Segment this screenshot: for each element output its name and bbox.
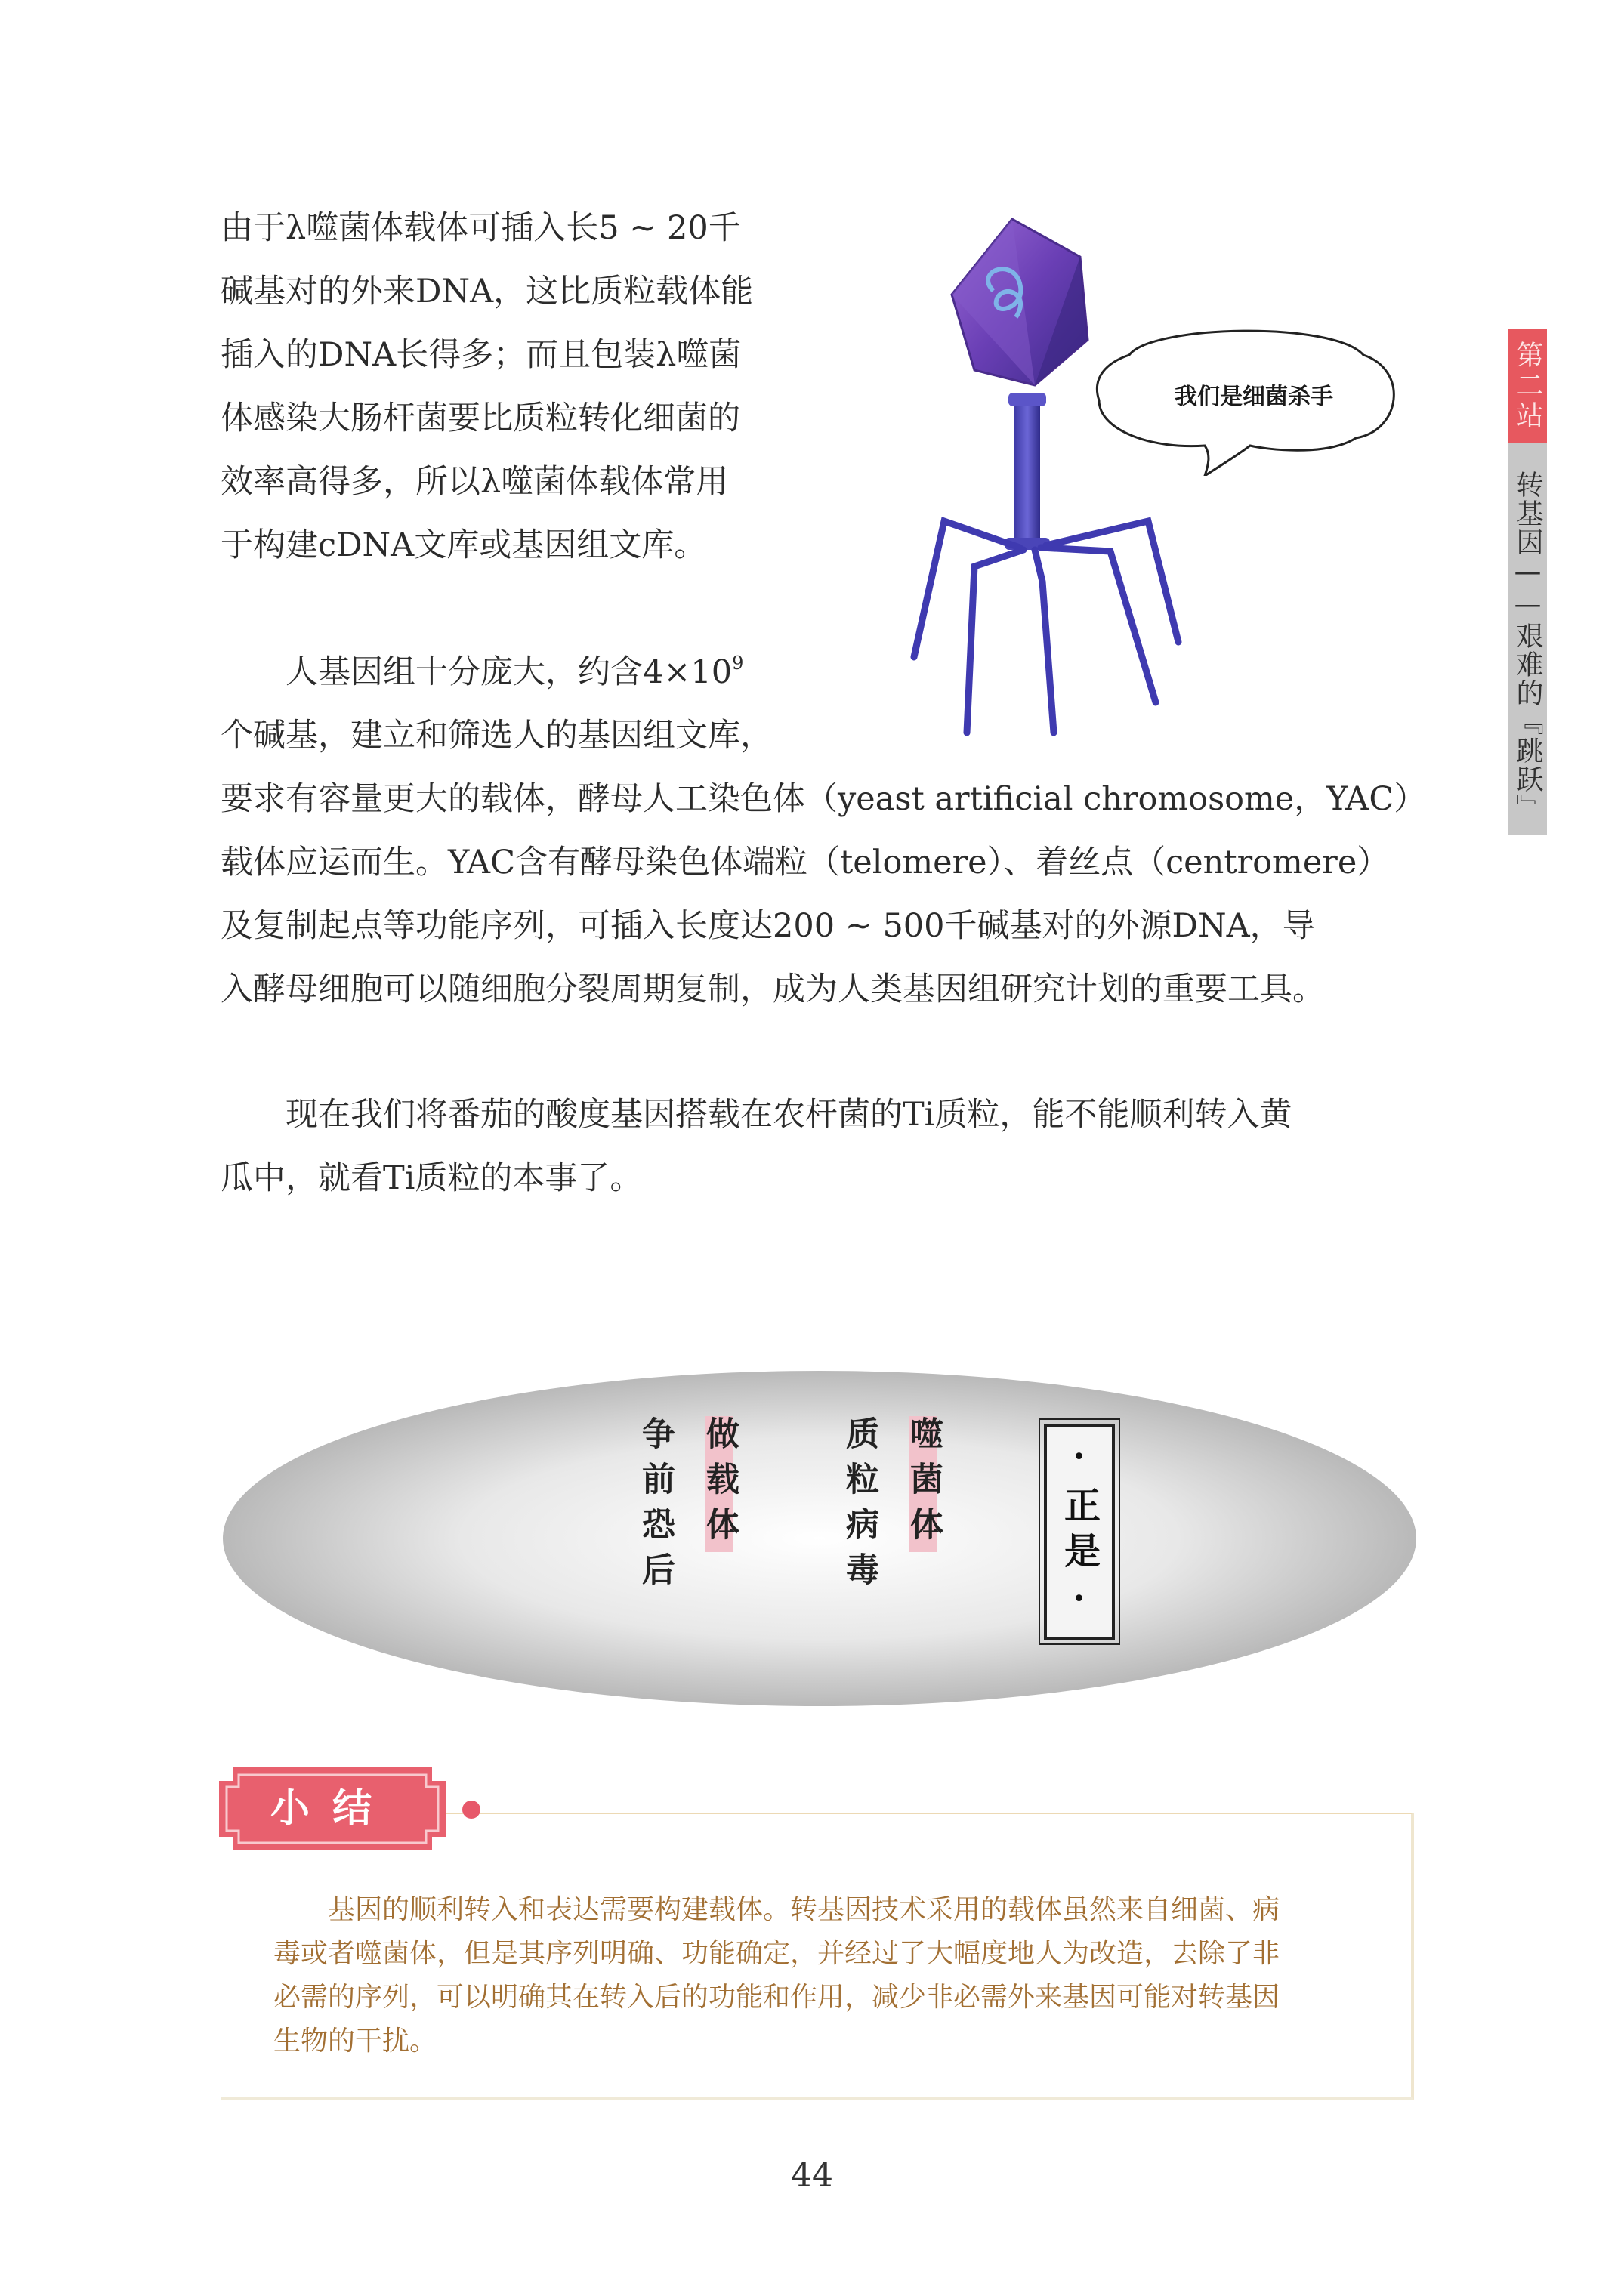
text-line: 现在我们将番茄的酸度基因搭载在农杆菌的Ti质粒，能不能顺利转入黄	[286, 1096, 1292, 1134]
verse-line-4: 争前恐后	[636, 1416, 675, 1597]
text-line	[221, 640, 1426, 704]
paragraph-yac-vector	[221, 640, 1426, 1021]
verse-line-2: 质粒病毒	[840, 1416, 878, 1597]
summary-line: 生物的干扰。	[273, 2026, 437, 2057]
text-line: 由于λ噬菌体载体可插入长5 ~ 20千	[221, 209, 741, 247]
paragraph-ti-plasmid	[221, 1083, 1292, 1210]
text-line: 碱基对的外来DNA，这比质粒载体能	[221, 273, 754, 310]
verse-ellipse	[219, 1363, 1420, 1711]
summary-line: 基因的顺利转入和表达需要构建载体。转基因技术采用的载体虽然来自细菌、病	[328, 1894, 1280, 1925]
station-label: 第二站	[1508, 329, 1547, 443]
verse-line-1: 噬菌体	[899, 1416, 947, 1552]
summary-text	[273, 1888, 1384, 2063]
page-number: 44	[791, 2156, 833, 2195]
text-line: 要求有容量更大的载体，酵母人工染色体（yeast artificial chromosome，YAC）	[221, 780, 1427, 818]
text-line: 瓜中，就看Ti质粒的本事了。	[221, 1159, 643, 1197]
verse-panel	[219, 1363, 1420, 1711]
text-line-prefix: 人基因组十分庞大，约含4×10	[286, 653, 733, 691]
verse-stamp	[1044, 1424, 1115, 1640]
summary-line: 毒或者噬菌体，但是其序列明确、功能确定，并经过了大幅度地人为改造，去除了非	[273, 1938, 1280, 1969]
text-line: 效率高得多，所以λ噬菌体载体常用	[221, 463, 729, 501]
verse-line-3: 做载体	[695, 1416, 743, 1552]
text-line: 入酵母细胞可以随细胞分裂周期复制，成为人类基因组研究计划的重要工具。	[221, 971, 1325, 1008]
text-line: 载体应运而生。YAC含有酵母染色体端粒（telomere）、着丝点（centromere）	[221, 844, 1390, 881]
text-line: 及复制起点等功能序列，可插入长度达200 ~ 500千碱基对的外源DNA，导	[221, 907, 1315, 945]
exponent: 9	[732, 653, 744, 674]
text-line: 于构建cDNA文库或基因组文库。	[221, 526, 707, 564]
chapter-label: 转基因——艰难的『跳跃』	[1508, 443, 1547, 835]
chapter-side-tab	[1508, 329, 1599, 835]
bullet-dot-icon	[462, 1801, 480, 1819]
text-line: 个碱基，建立和筛选人的基因组文库，	[221, 717, 773, 755]
bacteriophage-illustration	[861, 211, 1209, 755]
stamp-text: ·正是·	[1057, 1435, 1101, 1628]
summary-line: 必需的序列，可以明确其在转入后的功能和作用，减少非必需外来基因可能对转基因	[273, 1982, 1280, 2013]
paragraph-phage-vector	[221, 196, 753, 577]
summary-header	[219, 1767, 499, 1850]
speech-bubble-text: 我们是细菌杀手	[1175, 384, 1333, 410]
text-line: 插入的DNA长得多；而且包装λ噬菌	[221, 336, 742, 374]
summary-title: 小结	[270, 1786, 394, 1832]
text-line: 体感染大肠杆菌要比质粒转化细菌的	[221, 400, 740, 437]
